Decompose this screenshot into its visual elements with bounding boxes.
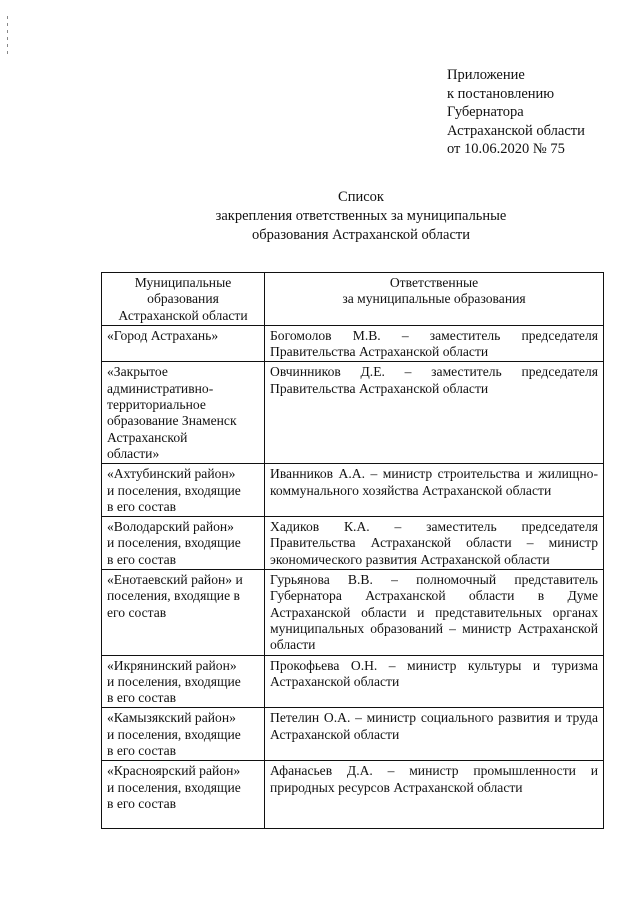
municipality-line: его состав	[107, 604, 167, 620]
table-row	[102, 570, 604, 655]
table-row	[102, 761, 604, 829]
municipality-line: образование Знаменск	[107, 413, 237, 429]
municipality-cell	[102, 517, 265, 570]
municipality-line: «Камызякский район»	[107, 710, 236, 726]
responsible-cell: Овчинников Д.Е. – заместитель председателя Правительства Астраханской области	[265, 362, 604, 464]
municipality-line: в его состав	[107, 795, 177, 811]
municipality-line: территориальное	[107, 397, 206, 413]
municipality-line: «Енотаевский район» и	[107, 572, 243, 588]
table-row	[102, 464, 604, 517]
header-line: за муниципальные образования	[342, 291, 526, 307]
title-line: Список	[338, 189, 384, 205]
municipality-cell	[102, 464, 265, 517]
municipality-line: «Закрытое	[107, 364, 168, 380]
responsible-cell: Петелин О.А. – министр социального развития и труда Астраханской области	[265, 708, 604, 761]
municipality-line: в его состав	[107, 551, 177, 567]
responsible-cell: Афанасьев Д.А. – министр промышленности и природных ресурсов Астраханской области	[265, 761, 604, 829]
table-header-row	[102, 273, 604, 326]
appendix-line: от 10.06.2020 № 75	[447, 141, 565, 157]
municipality-line: Астраханской	[107, 429, 188, 445]
responsible-cell: Хадиков К.А. – заместитель председателя Правительства Астраханской области – министр экономического развития Астраханской области	[265, 517, 604, 570]
responsible-cell: Гурьянова В.В. – полномочный представитель Губернатора Астраханской области в Думе Астраханской области и представительных органах муниципальных образований – министр Астраханской области	[265, 570, 604, 655]
municipality-line: и поселения, входящие	[107, 673, 241, 689]
header-line: Астраханской области	[118, 307, 248, 323]
table-row	[102, 325, 604, 362]
municipality-line: «Ахтубинский район»	[107, 466, 236, 482]
appendix-line: Астраханской области	[447, 122, 585, 139]
municipality-line: области»	[107, 445, 160, 461]
header-municipality	[102, 273, 265, 326]
municipality-line: «Володарский район»	[107, 519, 234, 535]
header-responsible	[265, 273, 604, 326]
responsible-cell: Прокофьева О.Н. – министр культуры и туризма Астраханской области	[265, 655, 604, 708]
table-row	[102, 655, 604, 708]
document-title	[100, 188, 622, 245]
municipality-line: «Город Астрахань»	[107, 327, 219, 343]
header-line: Муниципальные	[134, 275, 232, 290]
municipality-cell	[102, 761, 265, 829]
municipality-line: в его состав	[107, 690, 177, 706]
appendix-line: Приложение	[447, 67, 525, 83]
municipality-line: административно-	[107, 380, 214, 396]
municipality-line: и поселения, входящие	[107, 779, 241, 795]
table-row	[102, 362, 604, 464]
responsible-cell: Богомолов М.В. – заместитель председателя Правительства Астраханской области	[265, 325, 604, 362]
municipality-cell	[102, 655, 265, 708]
title-line: образования Астраханской области	[252, 227, 470, 243]
municipality-line: «Икрянинский район»	[107, 657, 237, 673]
municipality-line: в его состав	[107, 498, 177, 514]
appendix-line: к постановлению	[447, 85, 555, 102]
municipality-line: поселения, входящие в	[107, 588, 240, 604]
appendix-line: Губернатора	[447, 104, 524, 120]
municipality-cell	[102, 362, 265, 464]
responsible-cell: Иванников А.А. – министр строительства и жилищно-коммунального хозяйства Астраханской области	[265, 464, 604, 517]
title-line: закрепления ответственных за муниципальные	[215, 208, 507, 224]
municipality-line: и поселения, входящие	[107, 482, 241, 498]
responsibility-table	[101, 272, 604, 829]
municipality-cell	[102, 708, 265, 761]
header-line: Ответственные	[389, 275, 479, 290]
appendix-note	[447, 66, 627, 159]
table-row	[102, 517, 604, 570]
header-line: образования	[147, 291, 219, 307]
municipality-line: «Красноярский район»	[107, 763, 241, 779]
municipality-line: и поселения, входящие	[107, 726, 241, 742]
municipality-line: в его состав	[107, 743, 177, 759]
scan-edge-mark	[7, 16, 8, 58]
municipality-cell	[102, 325, 265, 362]
municipality-cell	[102, 570, 265, 655]
table-row	[102, 708, 604, 761]
municipality-line: и поселения, входящие	[107, 535, 241, 551]
